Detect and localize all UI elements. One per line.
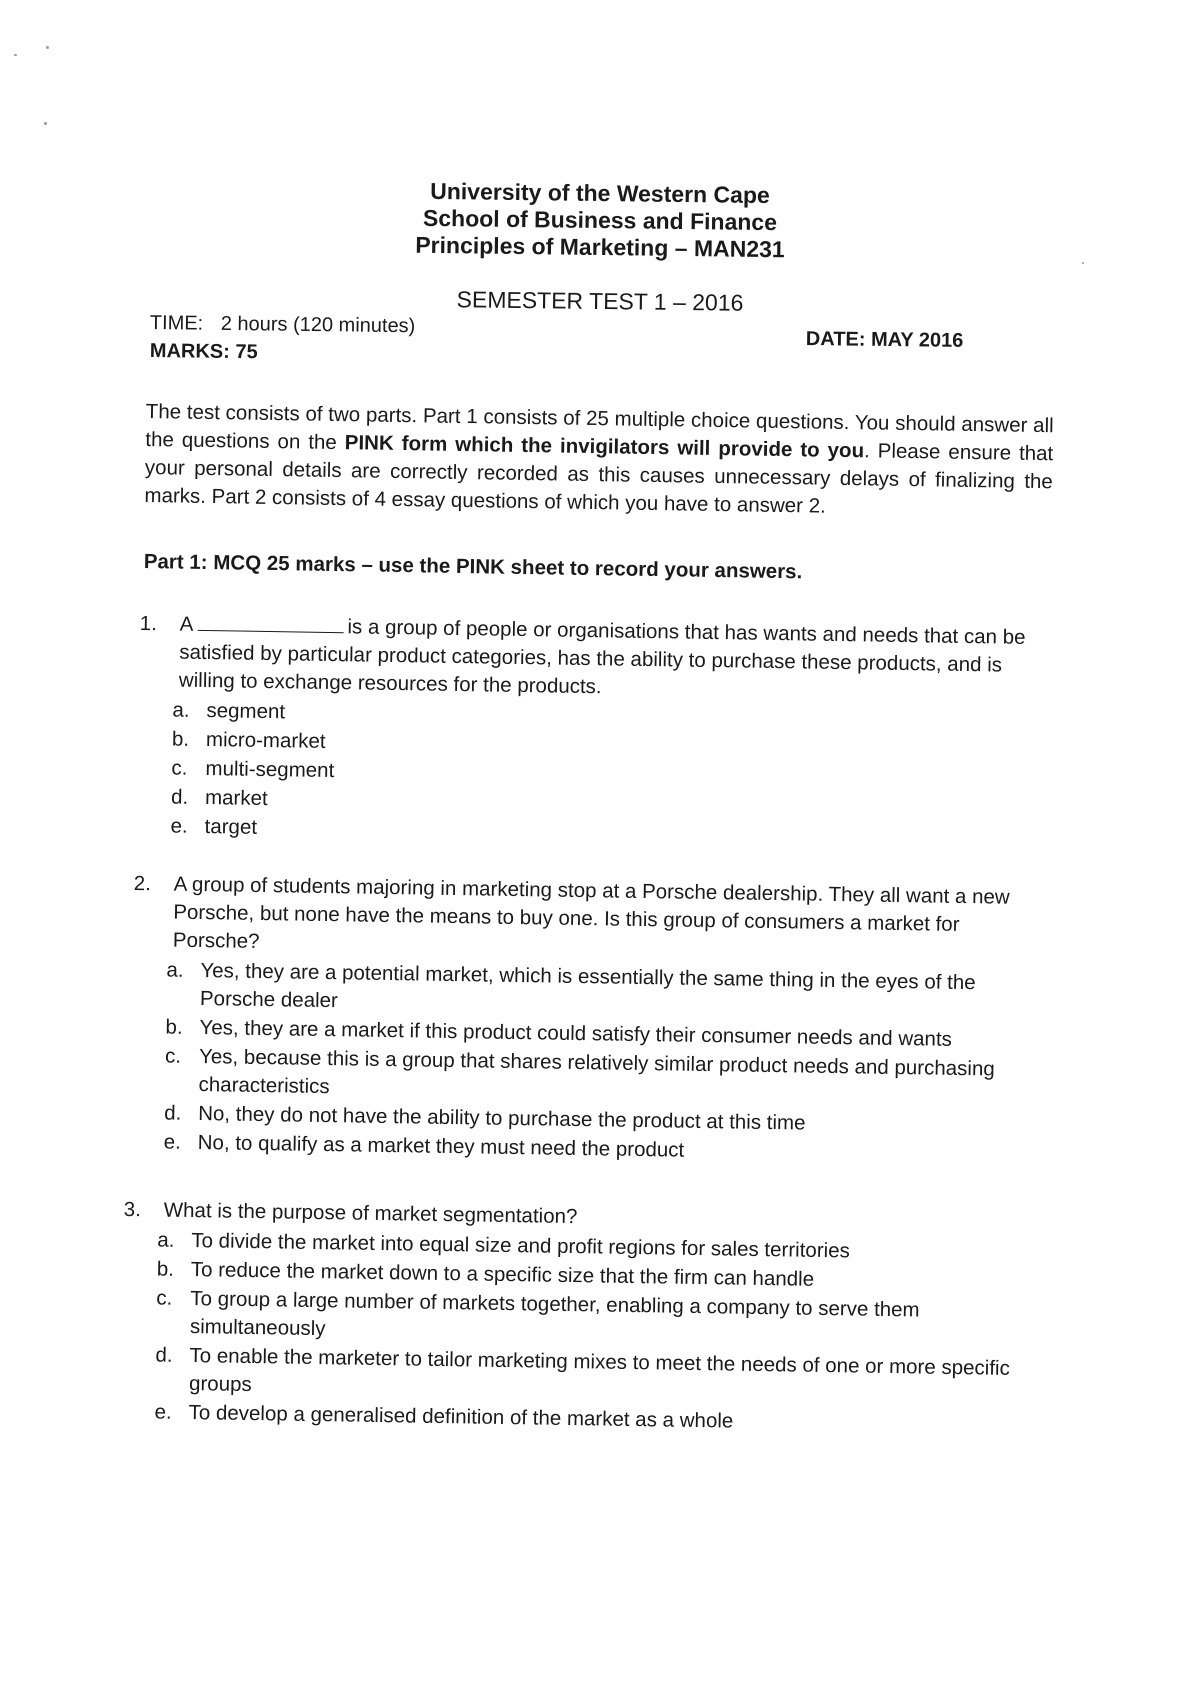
option-text: No, to qualify as a market they must need the product xyxy=(197,1131,685,1162)
option-text: Yes, because this is a group that shares relatively similar product needs and purchasing characteristics xyxy=(198,1045,995,1099)
instructions-paragraph xyxy=(144,398,1054,524)
answer-options xyxy=(154,1227,1035,1441)
option-text: market xyxy=(204,786,268,811)
question-number: 2. xyxy=(133,871,152,896)
question-number: 3. xyxy=(123,1197,142,1222)
option-letter: d. xyxy=(170,785,189,809)
question-2 xyxy=(130,870,1040,1170)
option-text: multi-segment xyxy=(205,757,335,783)
university-name: University of the Western Cape xyxy=(430,177,770,209)
option-letter: b. xyxy=(165,1015,183,1039)
option-letter: b. xyxy=(156,1257,175,1281)
option-letter: e. xyxy=(163,1130,182,1154)
option-letter: c. xyxy=(156,1286,173,1310)
answer-options xyxy=(164,957,1039,1171)
school-name: School of Business and Finance xyxy=(422,204,778,236)
instructions-text-1: The test consists of two parts. Part 1 consists of 25 multiple choice questions. You should answer all the questions on the xyxy=(145,399,1054,455)
option-text: To develop a generalised definition of the market as a whole xyxy=(188,1401,734,1433)
scan-speck xyxy=(14,54,17,56)
option-text: To group a large number of markets together, enabling a company to serve them simultaneously xyxy=(189,1287,920,1341)
question-text xyxy=(179,611,1052,709)
date-line: DATE: MAY 2016 xyxy=(805,328,964,352)
question-1 xyxy=(136,610,1052,854)
option-letter: a. xyxy=(166,958,184,982)
time-value: 2 hours (120 minutes) xyxy=(220,312,416,338)
test-title: SEMESTER TEST 1 – 2016 xyxy=(456,286,744,316)
option-text: Yes, they are a potential market, which is essentially the same thing in the eyes of the Porsche dealer xyxy=(199,959,976,1013)
marks-line: MARKS: 75 xyxy=(149,340,258,364)
question-text: A group of students majoring in marketing stop at a Porsche dealership. They all want a new Porsche, but none have the means to buy one. Is this group of consumers a market for Porsche? xyxy=(172,872,1010,953)
option-text: No, they do not have the ability to purchase the product at this time xyxy=(198,1102,806,1135)
option-text: segment xyxy=(206,699,286,724)
time-line xyxy=(150,312,416,338)
course-name: Principles of Marketing – MAN231 xyxy=(415,231,785,263)
option-letter: a. xyxy=(172,698,190,722)
answer-blank xyxy=(197,612,343,633)
scan-speck xyxy=(44,122,47,125)
exam-header xyxy=(0,177,1200,263)
part1-heading: Part 1: MCQ 25 marks – use the PINK sheet to record your answers. xyxy=(143,550,803,584)
time-label: TIME: xyxy=(149,312,204,335)
question-prefix: A xyxy=(179,612,194,636)
answer-options xyxy=(170,697,1050,855)
option-text: To divide the market into equal size and profit regions for sales territories xyxy=(191,1229,851,1263)
option-letter: a. xyxy=(157,1228,175,1252)
option-text: Yes, they are a market if this product could satisfy their consumer needs and wants xyxy=(199,1016,953,1051)
option-letter: d. xyxy=(155,1343,173,1367)
question-body: is a group of people or organisations that has wants and needs that can be satisfied by particular product categories, has the ability to purchase these products, and is willing to exchange resources for the products. xyxy=(178,615,1026,699)
question-number: 1. xyxy=(139,611,158,636)
option-letter: e. xyxy=(154,1400,172,1424)
instructions-text-2: . Please ensure that your personal details are correctly recorded as this causes unnecessary delays of finalizing the marks. Part 2 consists of 4 essay questions of which you have to answer 2. xyxy=(144,439,1054,518)
option-text: To reduce the market down to a specific size that the firm can handle xyxy=(190,1258,815,1291)
question-text: What is the purpose of market segmentation? xyxy=(163,1198,578,1229)
option-letter: c. xyxy=(171,756,188,780)
option-text: To enable the marketer to tailor marketing mixes to meet the needs of one or more specific groups xyxy=(188,1344,1010,1397)
scan-speck xyxy=(46,46,49,49)
option-text: target xyxy=(204,815,258,839)
option-letter: e. xyxy=(170,814,188,838)
option-text: micro-market xyxy=(205,728,326,753)
instructions-bold-text: PINK form which the invigilators will provide to you xyxy=(344,431,865,463)
option-letter: c. xyxy=(164,1044,182,1068)
option-letter: b. xyxy=(171,727,190,751)
question-3 xyxy=(120,1196,1036,1440)
option-letter: d. xyxy=(164,1101,182,1125)
